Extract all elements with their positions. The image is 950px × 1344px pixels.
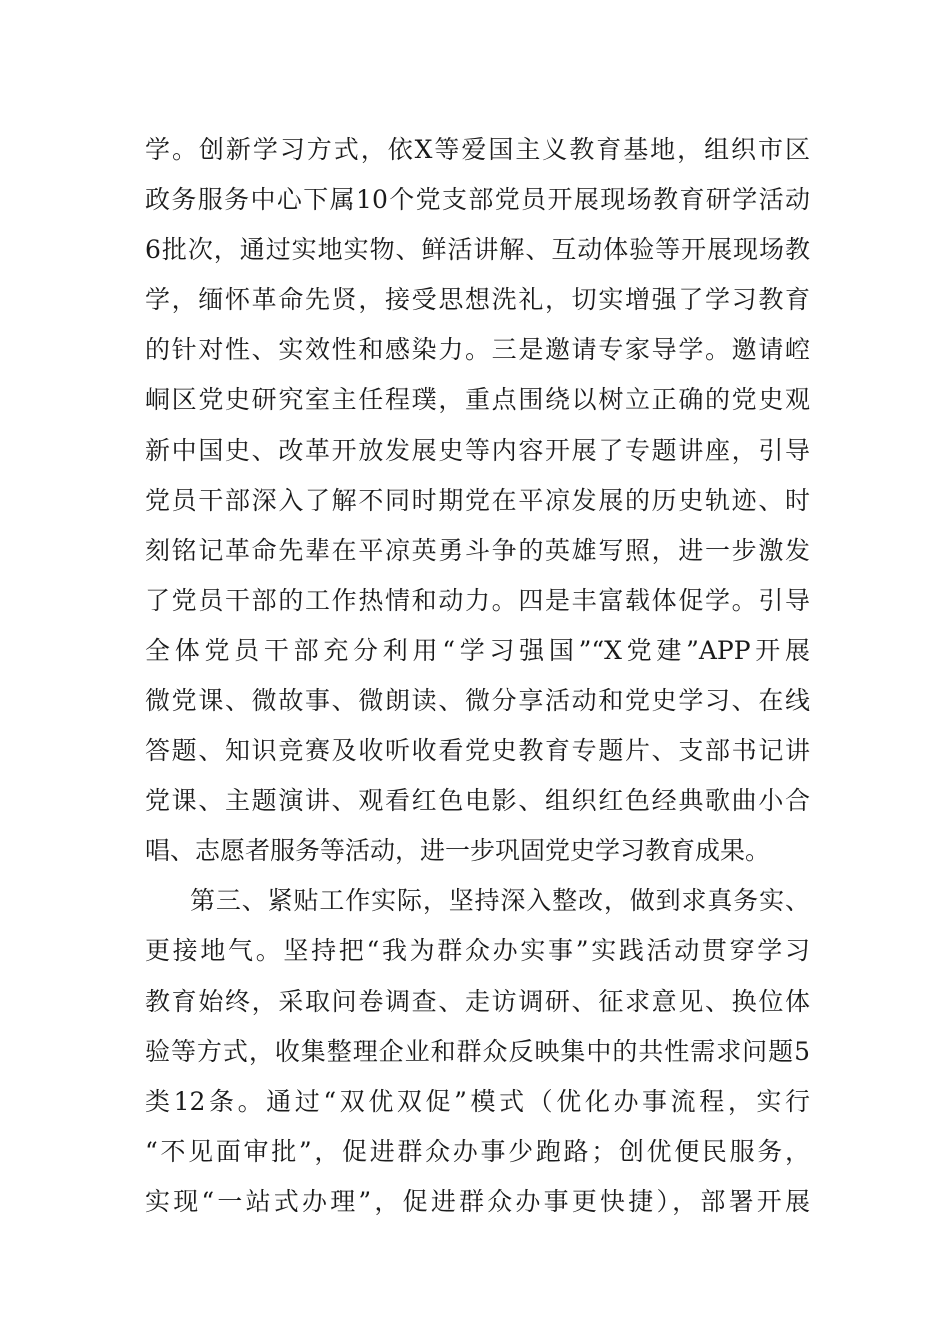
- text-line: 更接地气。坚持把“我为群众办实事”实践活动贯穿学习: [145, 936, 810, 965]
- text-line: 全体党员干部充分利用“学习强国”“X党建”APP开展: [145, 636, 810, 665]
- text-line: 类12条。通过“双优双促”模式（优化办事流程，实行: [145, 1087, 810, 1116]
- text-line: “不见面审批”，促进群众办事少跑路；创优便民服务，: [145, 1137, 810, 1166]
- text-line: 的针对性、实效性和感染力。三是邀请专家导学。邀请崆: [145, 335, 810, 364]
- text-line: 答题、知识竞赛及收听收看党史教育专题片、支部书记讲: [145, 736, 810, 765]
- text-line: 微党课、微故事、微朗读、微分享活动和党史学习、在线: [145, 686, 810, 715]
- text-line: 学，缅怀革命先贤，接受思想洗礼，切实增强了学习教育: [145, 285, 810, 314]
- text-line: 唱、志愿者服务等活动，进一步巩固党史学习教育成果。: [145, 836, 771, 865]
- text-line: 学。创新学习方式，依X等爱国主义教育基地，组织市区: [145, 135, 810, 164]
- text-line: 教育始终，采取问卷调查、走访调研、征求意见、换位体: [145, 987, 810, 1016]
- paragraph-start-line: 第三、紧贴工作实际，坚持深入整改，做到求真务实、: [190, 886, 810, 915]
- text-line: 验等方式，收集整理企业和群众反映集中的共性需求问题5: [145, 1037, 810, 1066]
- text-line: 刻铭记革命先辈在平凉英勇斗争的英雄写照，进一步激发: [145, 536, 810, 565]
- text-line: 党课、主题演讲、观看红色电影、组织红色经典歌曲小合: [145, 786, 810, 815]
- text-line: 党员干部深入了解不同时期党在平凉发展的历史轨迹、时: [145, 486, 810, 515]
- text-line: 了党员干部的工作热情和动力。四是丰富载体促学。引导: [145, 586, 810, 615]
- text-line: 政务服务中心下属10个党支部党员开展现场教育研学活动: [145, 185, 810, 214]
- text-line: 峒区党史研究室主任程璞，重点围绕以树立正确的党史观: [145, 385, 810, 414]
- text-line: 新中国史、改革开放发展史等内容开展了专题讲座，引导: [145, 436, 810, 465]
- text-line: 实现“一站式办理”，促进群众办事更快捷），部署开展: [145, 1187, 810, 1216]
- text-line: 6批次，通过实地实物、鲜活讲解、互动体验等开展现场教: [145, 235, 810, 264]
